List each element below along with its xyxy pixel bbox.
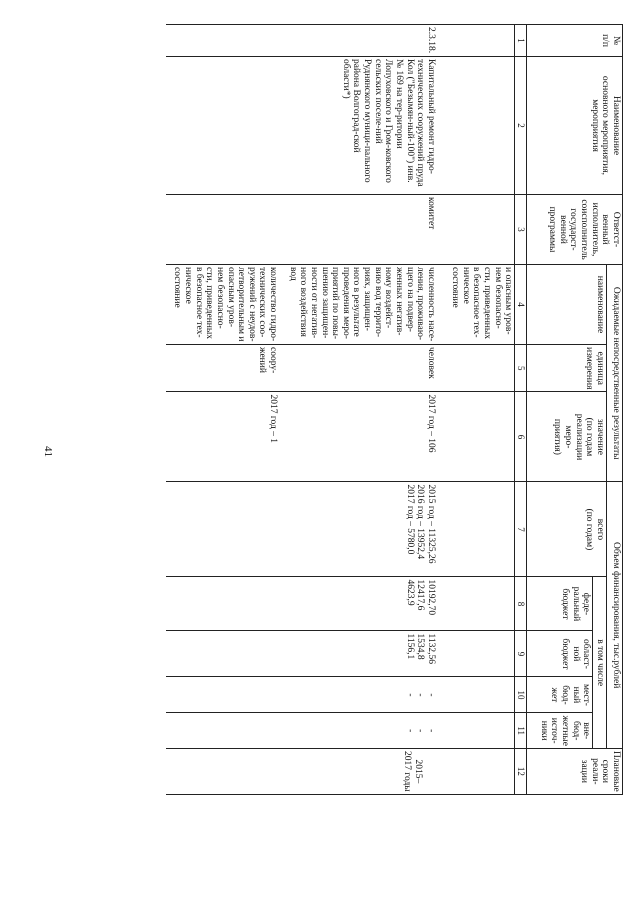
column-number: 7 xyxy=(515,482,527,577)
header-local: мест- ный бюд- жет xyxy=(527,677,593,713)
column-number: 3 xyxy=(515,195,527,265)
header-including: в том числе xyxy=(593,577,607,749)
column-number: 4 xyxy=(515,265,527,345)
column-number: 2 xyxy=(515,57,527,195)
header-federal: феде- ральный бюджет xyxy=(527,577,593,631)
result-name-2: количество гидро-технических соо-ружений с неудов-летворительным и опасным уров-нем безопасно-сти, приведенных в безопасное тех-ническое состояние xyxy=(166,265,286,345)
finance-federal: 10192,70 12417,6 4623,9 xyxy=(286,577,437,631)
program-table xyxy=(166,24,623,795)
column-number: 10 xyxy=(515,677,527,713)
header-results-group: Ожидаемые непосредственные результаты xyxy=(607,265,623,482)
header-finance-group: Объем финансирования, тыс.рублей xyxy=(607,482,623,749)
finance-total: 2015 год – 11325,26 2016 год – 13952,4 2017 год – 5780,0 xyxy=(286,482,437,577)
continuation-text: и опасным уров- нем безопасно- сти, приведенных в безопасное тех- ническое состояние xyxy=(437,265,515,345)
event-name: Капитальный ремонт гидро-технических сооружений пруда Кол ("Безымян-ный-100") инв. № 169 на тер-ритории Лопуховского и Гром-ковского сельских поселе-ний Руднянского муници-пального района Волгоград-ской области*) xyxy=(286,57,437,195)
header-number: № п/п xyxy=(527,25,623,57)
column-number: 5 xyxy=(515,345,527,392)
page-number: 41 xyxy=(42,446,54,457)
result-unit-2: соору-жений xyxy=(166,345,286,392)
header-event-name: Наименование основного мероприятия, мероприятия xyxy=(527,57,623,195)
result-value-2: 2017 год – 1 xyxy=(166,392,286,482)
column-number: 11 xyxy=(515,713,527,749)
header-total: всего (по годам) xyxy=(527,482,607,577)
result-name-1: численность насе-ления, проживаю-щего на подвер-женных негатив-ному воздейст-вию вод террито-риях, защищен-ного в результате проведения меро-приятий по повы-шению защищен-ности от негатив-ного воздействия вод xyxy=(286,265,437,345)
result-unit-1: человек xyxy=(286,345,437,392)
executor: комитет xyxy=(286,195,437,265)
header-result-name: наименование xyxy=(527,265,607,345)
finance-local: - - - xyxy=(286,677,437,713)
header-extra: вне- бюд- жетные источ- ники xyxy=(527,713,593,749)
column-number: 12 xyxy=(515,748,527,794)
header-regional: област- ной бюджет xyxy=(527,631,593,677)
implementation-terms: 2015– 2017 годы xyxy=(286,748,437,794)
header-unit: единица измерения xyxy=(527,345,607,392)
result-value-1: 2017 год – 106 xyxy=(286,392,437,482)
column-number: 1 xyxy=(515,25,527,57)
column-number: 6 xyxy=(515,392,527,482)
header-value: значение (по годам реализации меро- приятия) xyxy=(527,392,607,482)
finance-extra: - - - xyxy=(286,713,437,749)
row-number: 2.3.18. xyxy=(286,25,437,57)
column-number: 8 xyxy=(515,577,527,631)
column-number: 9 xyxy=(515,631,527,677)
finance-regional: 1132,56 1534,8 1156,1 xyxy=(286,631,437,677)
header-executor: Ответст- венный исполнитель, соисполнитель государст- венной программы xyxy=(527,195,623,265)
header-terms: Плановые сроки реали- зации xyxy=(527,748,623,794)
